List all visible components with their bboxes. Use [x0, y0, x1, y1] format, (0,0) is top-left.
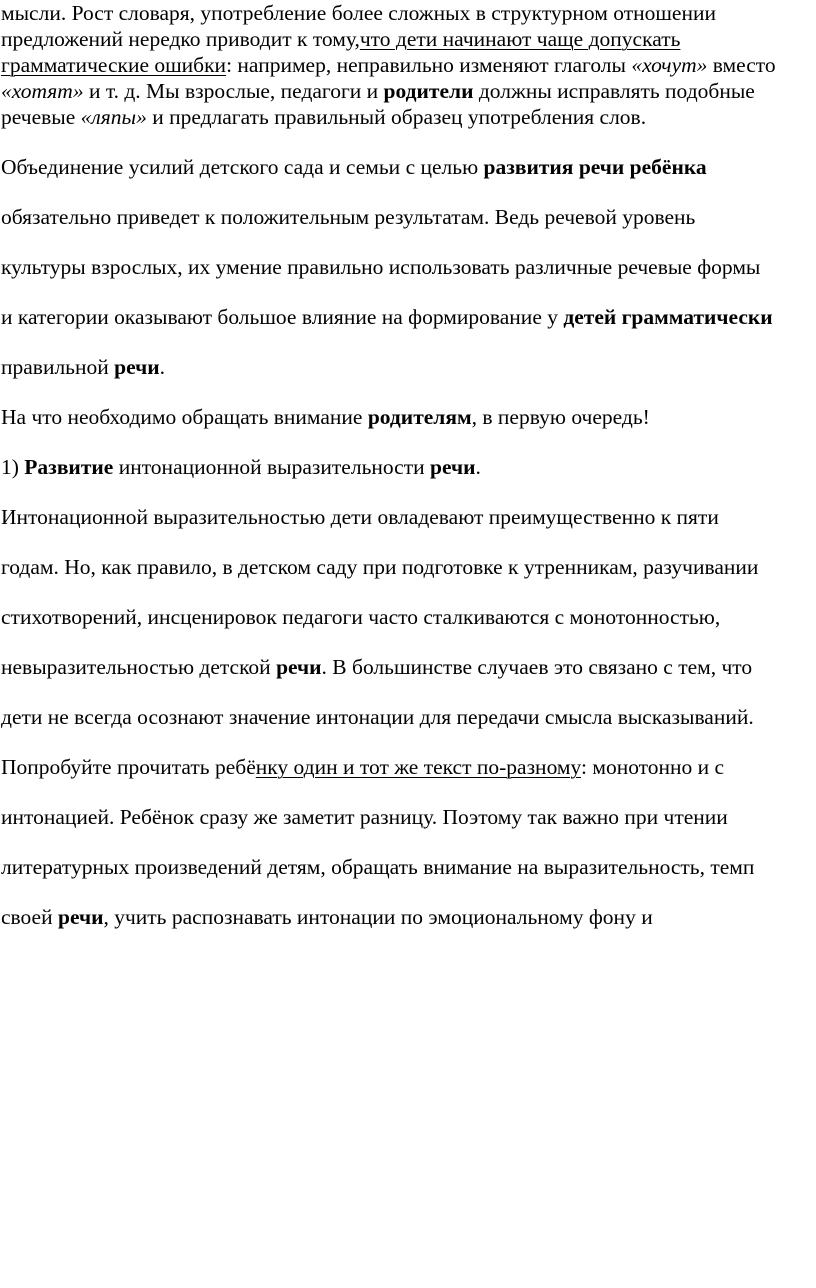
- text: Попробуйте прочитать ребё: [1, 755, 256, 779]
- text: годам. Но, как правило, в детском саду при подготовке к утренникам, разучивании: [1, 555, 759, 579]
- paragraph-difference: [1, 804, 810, 830]
- text: .: [159, 355, 165, 379]
- bold-text: речи: [276, 655, 322, 679]
- text: : например, неправильно изменяют глаголы: [226, 53, 632, 77]
- italic-text: «хотят»: [1, 79, 84, 103]
- paragraph-intonation-age: [1, 504, 810, 530]
- paragraph-inexpressiveness: [1, 654, 810, 680]
- paragraph-parents-attention: [1, 404, 810, 430]
- text: На что необходимо обращать внимание: [1, 405, 368, 429]
- bold-text: речи: [430, 455, 476, 479]
- text: правильной: [1, 355, 115, 379]
- text: .: [475, 455, 481, 479]
- text: интонационной выразительности: [113, 455, 430, 479]
- paragraph-combine-efforts: [1, 154, 810, 180]
- text: Объединение усилий детского сада и семьи с целью: [1, 155, 484, 179]
- bold-text: родители: [383, 79, 474, 103]
- paragraph-culture: [1, 254, 810, 280]
- paragraph-kindergarten: [1, 554, 810, 580]
- text: мысли. Рост словаря, употребление более сложных в структурном отношении предложений нередко приводит к тому,: [1, 1, 716, 51]
- text: невыразительностью детской: [1, 655, 277, 679]
- paragraph-grammar-errors: [1, 0, 810, 130]
- bold-text: развития речи ребёнка: [483, 155, 707, 179]
- section-heading-intonation: [1, 454, 810, 480]
- text: : монотонно и с: [580, 755, 725, 779]
- bold-text: речи: [114, 355, 160, 379]
- text: , учить распознавать интонации по эмоциональному фону и: [103, 905, 653, 929]
- text: своей: [1, 905, 58, 929]
- text: , в первую очередь!: [471, 405, 650, 429]
- paragraph-meaning: [1, 704, 810, 730]
- text: Интонационной выразительностью дети овладевают преимущественно к пяти: [1, 505, 719, 529]
- text: и предлагать правильный образец употребления слов.: [146, 105, 647, 129]
- paragraph-literature: [1, 854, 810, 880]
- text: и категории оказывают большое влияние на формирование у: [1, 305, 564, 329]
- paragraph-correct-speech: [1, 354, 810, 380]
- text: . В большинстве случаев это связано с тем, что: [321, 655, 753, 679]
- bold-text: родителям: [367, 405, 472, 429]
- paragraph-monotony: [1, 604, 810, 630]
- underlined-text: что дети начинают чаще допускать грамматические ошибки: [1, 27, 681, 77]
- text: должны исправлять подобные речевые: [1, 79, 755, 129]
- paragraph-emotional: [1, 904, 810, 930]
- bold-text: Развитие: [24, 455, 114, 479]
- paragraph-try-reading: [1, 754, 810, 780]
- text: интонацией. Ребёнок сразу же заметит разницу. Поэтому так важно при чтении: [1, 805, 728, 829]
- text: культуры взрослых, их умение правильно использовать различные речевые формы: [1, 255, 761, 279]
- text: и т. д. Мы взрослые, педагоги и: [83, 79, 384, 103]
- bold-text: детей грамматически: [563, 305, 773, 329]
- text: обязательно приведет к положительным результатам. Ведь речевой уровень: [1, 205, 696, 229]
- italic-text: «ляпы»: [80, 105, 147, 129]
- text: вместо: [707, 53, 776, 77]
- italic-text: «хочут»: [631, 53, 708, 77]
- paragraph-categories: [1, 304, 810, 330]
- text: 1): [1, 455, 25, 479]
- text: литературных произведений детям, обращать внимание на выразительность, темп: [1, 855, 755, 879]
- paragraph-results: [1, 204, 810, 230]
- bold-text: речи: [57, 905, 104, 929]
- text: стихотворений, инсценировок педагоги часто сталкиваются с монотонностью,: [1, 605, 721, 629]
- underlined-text: нку один и тот же текст по-разному: [255, 755, 581, 779]
- text: дети не всегда осознают значение интонации для передачи смысла высказываний.: [1, 705, 754, 729]
